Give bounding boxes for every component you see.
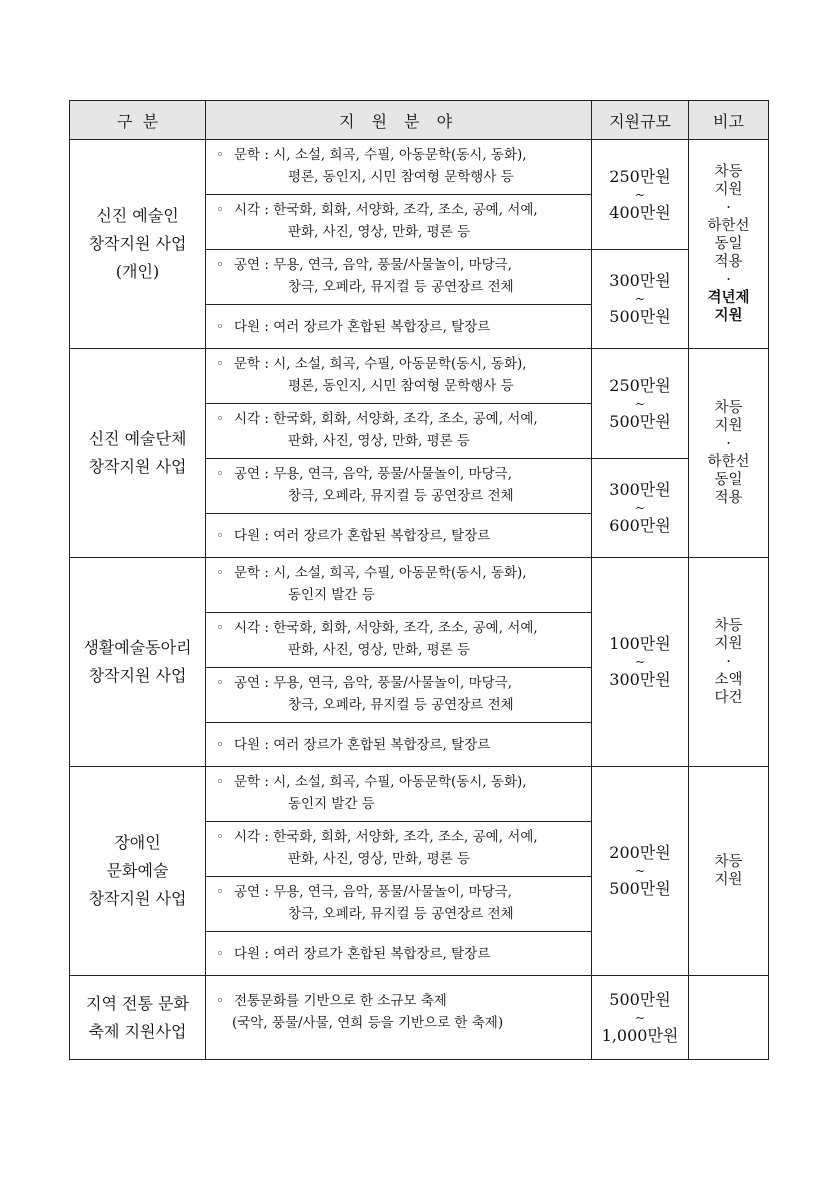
field-literature: ◦ 문학 : 시, 소설, 희곡, 수필, 아동문학(동시, 동화), 동인지 발간 등 bbox=[206, 558, 592, 613]
field-performance: ◦ 공연 : 무용, 연극, 음악, 풍물/사물놀이, 마당극, 창극, 오페라, 뮤지컬 등 공연장르 전체 bbox=[206, 459, 592, 514]
header-field: 지 원 분 야 bbox=[206, 101, 592, 140]
category-cell: 생활예술동아리 창작지원 사업 bbox=[70, 558, 206, 767]
category-line: 신진 예술인 bbox=[96, 206, 179, 225]
field-multi: ◦ 다원 : 여러 장르가 혼합된 복합장르, 탈장르 bbox=[206, 305, 592, 349]
header-row bbox=[70, 101, 769, 140]
category-cell bbox=[70, 140, 206, 349]
scale-cell: 250만원 ~ 500만원 bbox=[592, 349, 689, 459]
scale-cell: 500만원 ~ 1,000만원 bbox=[592, 976, 689, 1060]
field-festival: ◦ 전통문화를 기반으로 한 소규모 축제 (국악, 풍물/사물, 연희 등을 기반으로 한 축제) bbox=[206, 976, 592, 1060]
table-row bbox=[70, 349, 769, 404]
category-line: (개인) bbox=[115, 262, 160, 281]
note-cell: 차등 지원 bbox=[689, 767, 769, 976]
note-cell: 차등 지원 · 소액 다건 bbox=[689, 558, 769, 767]
field-visual: ◦ 시각 : 한국화, 회화, 서양화, 조각, 조소, 공예, 서예, 판화, 사진, 영상, 만화, 평론 등 bbox=[206, 404, 592, 459]
scale-cell: 250만원 ~ 400만원 bbox=[592, 140, 689, 250]
field-literature: ◦ 문학 : 시, 소설, 희곡, 수필, 아동문학(동시, 동화), 평론, 동인지, 시민 참여형 문학행사 등 bbox=[206, 140, 592, 195]
support-table bbox=[69, 100, 769, 1060]
field-literature: ◦ 문학 : 시, 소설, 희곡, 수필, 아동문학(동시, 동화), 평론, 동인지, 시민 참여형 문학행사 등 bbox=[206, 349, 592, 404]
scale-cell: 100만원 ~ 300만원 bbox=[592, 558, 689, 767]
category-cell: 지역 전통 문화 축제 지원사업 bbox=[70, 976, 206, 1060]
table-row bbox=[70, 976, 769, 1060]
field-performance: ◦ 공연 : 무용, 연극, 음악, 풍물/사물놀이, 마당극, 창극, 오페라, 뮤지컬 등 공연장르 전체 bbox=[206, 668, 592, 723]
header-note: 비고 bbox=[689, 101, 769, 140]
note-cell bbox=[689, 976, 769, 1060]
field-visual: ◦ 시각 : 한국화, 회화, 서양화, 조각, 조소, 공예, 서예, 판화, 사진, 영상, 만화, 평론 등 bbox=[206, 822, 592, 877]
category-cell: 장애인 문화예술 창작지원 사업 bbox=[70, 767, 206, 976]
field-visual: ◦ 시각 : 한국화, 회화, 서양화, 조각, 조소, 공예, 서예, 판화, 사진, 영상, 만화, 평론 등 bbox=[206, 195, 592, 250]
field-performance: ◦ 공연 : 무용, 연극, 음악, 풍물/사물놀이, 마당극, 창극, 오페라, 뮤지컬 등 공연장르 전체 bbox=[206, 250, 592, 305]
category-cell: 신진 예술단체 창작지원 사업 bbox=[70, 349, 206, 558]
note-cell: 차등 지원 · 하한선 동일 적용 · 격년제 지원 bbox=[689, 140, 769, 349]
table-row bbox=[70, 140, 769, 195]
header-category: 구 분 bbox=[70, 101, 206, 140]
field-literature: ◦ 문학 : 시, 소설, 희곡, 수필, 아동문학(동시, 동화), 동인지 발간 등 bbox=[206, 767, 592, 822]
table-row bbox=[70, 558, 769, 613]
category-line: 창작지원 사업 bbox=[88, 234, 187, 253]
field-multi: ◦ 다원 : 여러 장르가 혼합된 복합장르, 탈장르 bbox=[206, 932, 592, 976]
scale-cell: 300만원 ~ 500만원 bbox=[592, 250, 689, 349]
field-multi: ◦ 다원 : 여러 장르가 혼합된 복합장르, 탈장르 bbox=[206, 723, 592, 767]
note-cell: 차등 지원 · 하한선 동일 적용 bbox=[689, 349, 769, 558]
field-performance: ◦ 공연 : 무용, 연극, 음악, 풍물/사물놀이, 마당극, 창극, 오페라, 뮤지컬 등 공연장르 전체 bbox=[206, 877, 592, 932]
table-row bbox=[70, 767, 769, 822]
header-scale: 지원규모 bbox=[592, 101, 689, 140]
bullet: ◦ bbox=[216, 147, 224, 163]
scale-cell: 200만원 ~ 500만원 bbox=[592, 767, 689, 976]
scale-cell: 300만원 ~ 600만원 bbox=[592, 459, 689, 558]
field-visual: ◦ 시각 : 한국화, 회화, 서양화, 조각, 조소, 공예, 서예, 판화, 사진, 영상, 만화, 평론 등 bbox=[206, 613, 592, 668]
field-multi: ◦ 다원 : 여러 장르가 혼합된 복합장르, 탈장르 bbox=[206, 514, 592, 558]
